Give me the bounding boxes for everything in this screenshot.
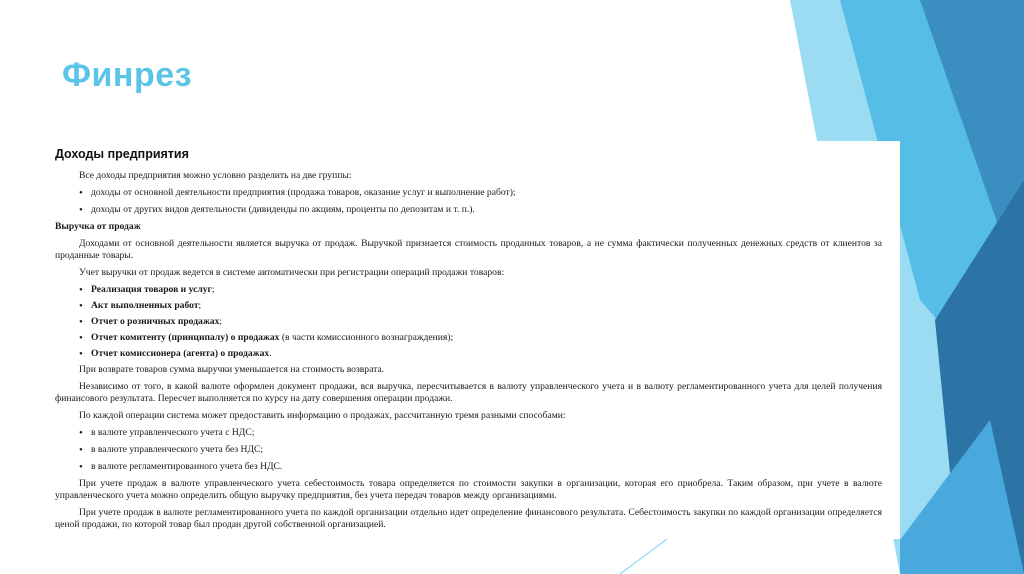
currency-paragraph: Независимо от того, в какой валюте оформлен документ продажи, вся выручка, пересчитывается в валюту управленческого учета и в валюту регламентированного учета для целей получения финансового результата. Пересчет выполняется по курсу на дату совершения операции продажи. [55,381,882,404]
return-note: При возврате товаров сумма выручки уменьшается на стоимость возврата. [79,364,385,375]
methods-list [55,427,882,473]
intro-paragraph: Все доходы предприятия можно условно разделить на две группы: [79,170,352,181]
income-groups-list [55,187,882,216]
operation-name: Отчет комитенту (принципалу) о продажах [91,332,280,343]
slide-title: Финрез [62,56,193,94]
operation-name: Отчет о розничных продажах [91,316,220,327]
operation-name: Отчет комиссионера (агента) о продажах [91,348,270,359]
operation-name: Реализация товаров и услуг [91,284,212,295]
list-item [79,332,882,344]
operation-suffix: ; [219,316,223,327]
revenue-paragraph-1: Доходами от основной деятельности является выручка от продаж. Выручкой признается стоимость проданных товаров, а не сумма фактически полученных денежных средств от клиентов за проданные товары. [55,238,882,261]
regulated-accounting-paragraph: При учете продаж в валюте регламентированного учета по каждой организации отдельно идет определение финансового результата. Себестоимость закупки по каждой организации определяется ценой продажи, по которой товар был продан другой собственной организацией. [55,507,882,530]
operations-list [55,284,882,360]
operation-suffix: (в части комиссионного вознаграждения); [279,332,454,343]
list-item: • в валюте регламентированного учета без НДС. [79,461,882,473]
list-item [79,348,882,360]
list-item [79,316,882,328]
list-item [79,284,882,296]
revenue-heading: Выручка от продаж [55,221,141,232]
management-accounting-paragraph: При учете продаж в валюте управленческого учета себестоимость товара определяется по стоимости закупки в организации, которая его приобрела. Таким образом, при учете в валюте управленческого учета можно определить общую выручку предприятия, без учета передач товаров между организациями. [55,478,882,501]
list-item [79,300,882,312]
list-item: • доходы от других видов деятельности (дивиденды по акциям, проценты по депозитам и т. п.). [79,204,882,216]
list-item: • доходы от основной деятельности предприятия (продажа товаров, оказание услуг и выполнение работ); [79,187,882,199]
operation-suffix: . [269,348,272,359]
operation-suffix: ; [198,300,202,311]
revenue-paragraph-2: Учет выручки от продаж ведется в системе автоматически при регистрации операций продажи товаров: [79,267,505,278]
operation-suffix: ; [211,284,215,295]
document-panel [43,141,900,539]
list-item: • в валюте управленческого учета без НДС; [79,444,882,456]
document-heading: Доходы предприятия [55,147,189,161]
operation-name: Акт выполненных работ [91,300,199,311]
list-item: • в валюте управленческого учета с НДС; [79,427,882,439]
methods-intro: По каждой операции система может предоставить информацию о продажах, рассчитанную тремя разными способами: [79,410,566,421]
